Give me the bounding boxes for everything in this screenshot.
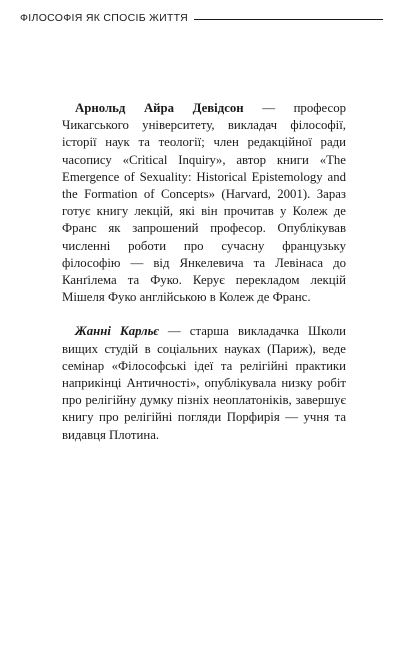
bio-paragraph-carlier	[62, 323, 346, 443]
running-head	[20, 12, 383, 24]
bio-author-name: Жанні Карльє	[75, 324, 159, 339]
bio-paragraph-davidson	[62, 100, 346, 306]
running-head-title: ФІЛОСОФІЯ ЯК СПОСІБ ЖИТТЯ	[20, 12, 189, 24]
page-content	[62, 100, 346, 444]
running-head-rule	[194, 19, 383, 20]
bio-author-name: Арнольд Айра Девідсон	[75, 101, 244, 115]
bio-text: — професор Чикагського університету, викладач філософії, історії наук та теології; член редакційної ради часопису «Critical Inquiry», автор книги «The Emergence of Sexuality: Historical Epistemology and the Formation of Concepts» (Harvard, 2001). Зараз готує книгу лекцій, які він прочитав у Колеж де Франс як запрошений професор. Опублікував численні роботи про сучасну французьку філософію — від Янкелевича та Левінаса до Канґілема та Фуко. Керує перекладом лекцій Мішеля Фуко англійською в Колеж де Франс.	[62, 101, 346, 305]
bio-text: — старша викладачка Школи вищих студій в соціальних науках (Париж), веде семінар «Філософські ідеї та релігійні практики наприкінці Античності», опублікувала низку робіт про релігійну думку пізніх неоплатоніків, завершує книгу про релігійні погляди Порфирія — учня та видавця Плотина.	[62, 324, 346, 442]
